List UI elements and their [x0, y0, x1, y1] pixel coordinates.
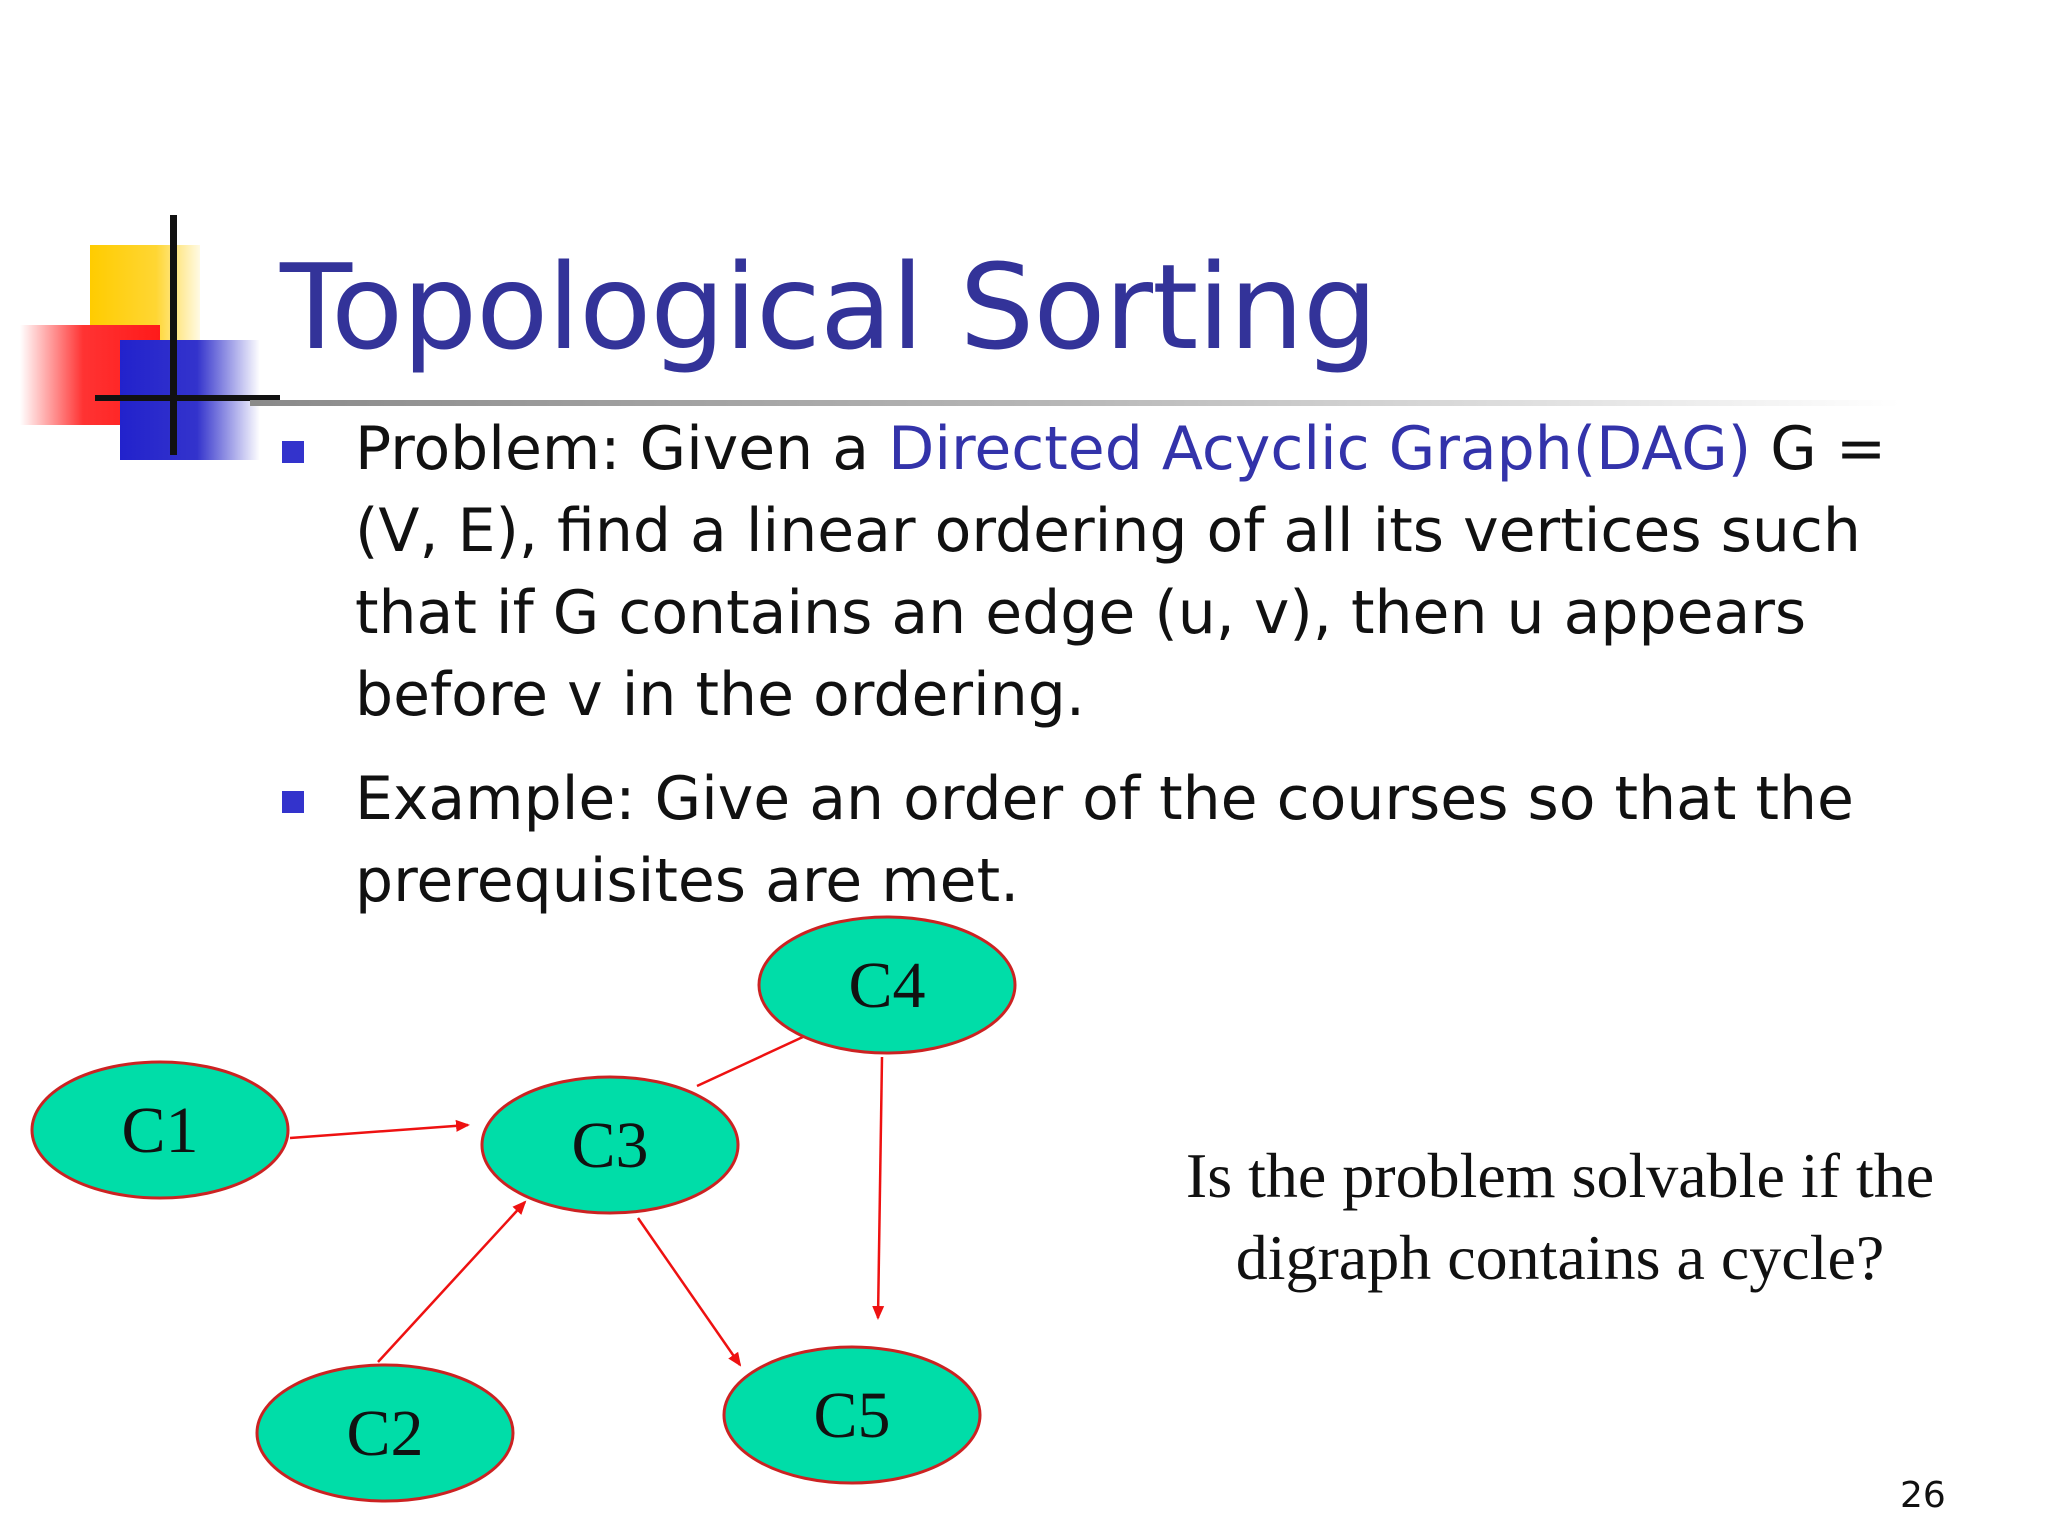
node-c2: [257, 1365, 513, 1501]
node-c1: [32, 1062, 288, 1198]
node-c3: [482, 1077, 738, 1213]
bullet-problem-text-before: Problem: Given a: [355, 414, 889, 484]
node-label: C1: [121, 1094, 199, 1167]
node-label: C4: [848, 949, 926, 1022]
question-text: [1120, 1135, 2000, 1299]
node-c4: [759, 917, 1015, 1053]
edge-c1-c3: [290, 1125, 468, 1138]
node-label: C3: [571, 1109, 649, 1182]
edge-c2-c3: [378, 1202, 525, 1362]
question-line-2: digraph contains a cycle?: [1235, 1222, 1885, 1293]
question-line-1: Is the problem solvable if the: [1185, 1140, 1935, 1211]
bullet-problem-text-after: G = (V, E), find a linear ordering of all its vertices such that if G contains an edge (u, v), then u appears before v in the ordering.: [355, 414, 1887, 730]
slide-title: Topological Sorting: [280, 238, 1377, 376]
dag-highlight: Directed Acyclic Graph(DAG): [888, 414, 1752, 484]
edge-c3-c4: [697, 1030, 818, 1086]
bullet-example-text: Example: Give an order of the courses so that the prerequisites are met.: [355, 764, 1854, 916]
edge-c3-c5: [638, 1218, 740, 1365]
edge-c4-c5: [878, 1057, 882, 1318]
page-number: 26: [1900, 1475, 1946, 1516]
nodes-layer: [32, 917, 1015, 1501]
node-c5: [724, 1347, 980, 1483]
node-label: C5: [813, 1379, 891, 1452]
node-label: C2: [346, 1397, 424, 1470]
